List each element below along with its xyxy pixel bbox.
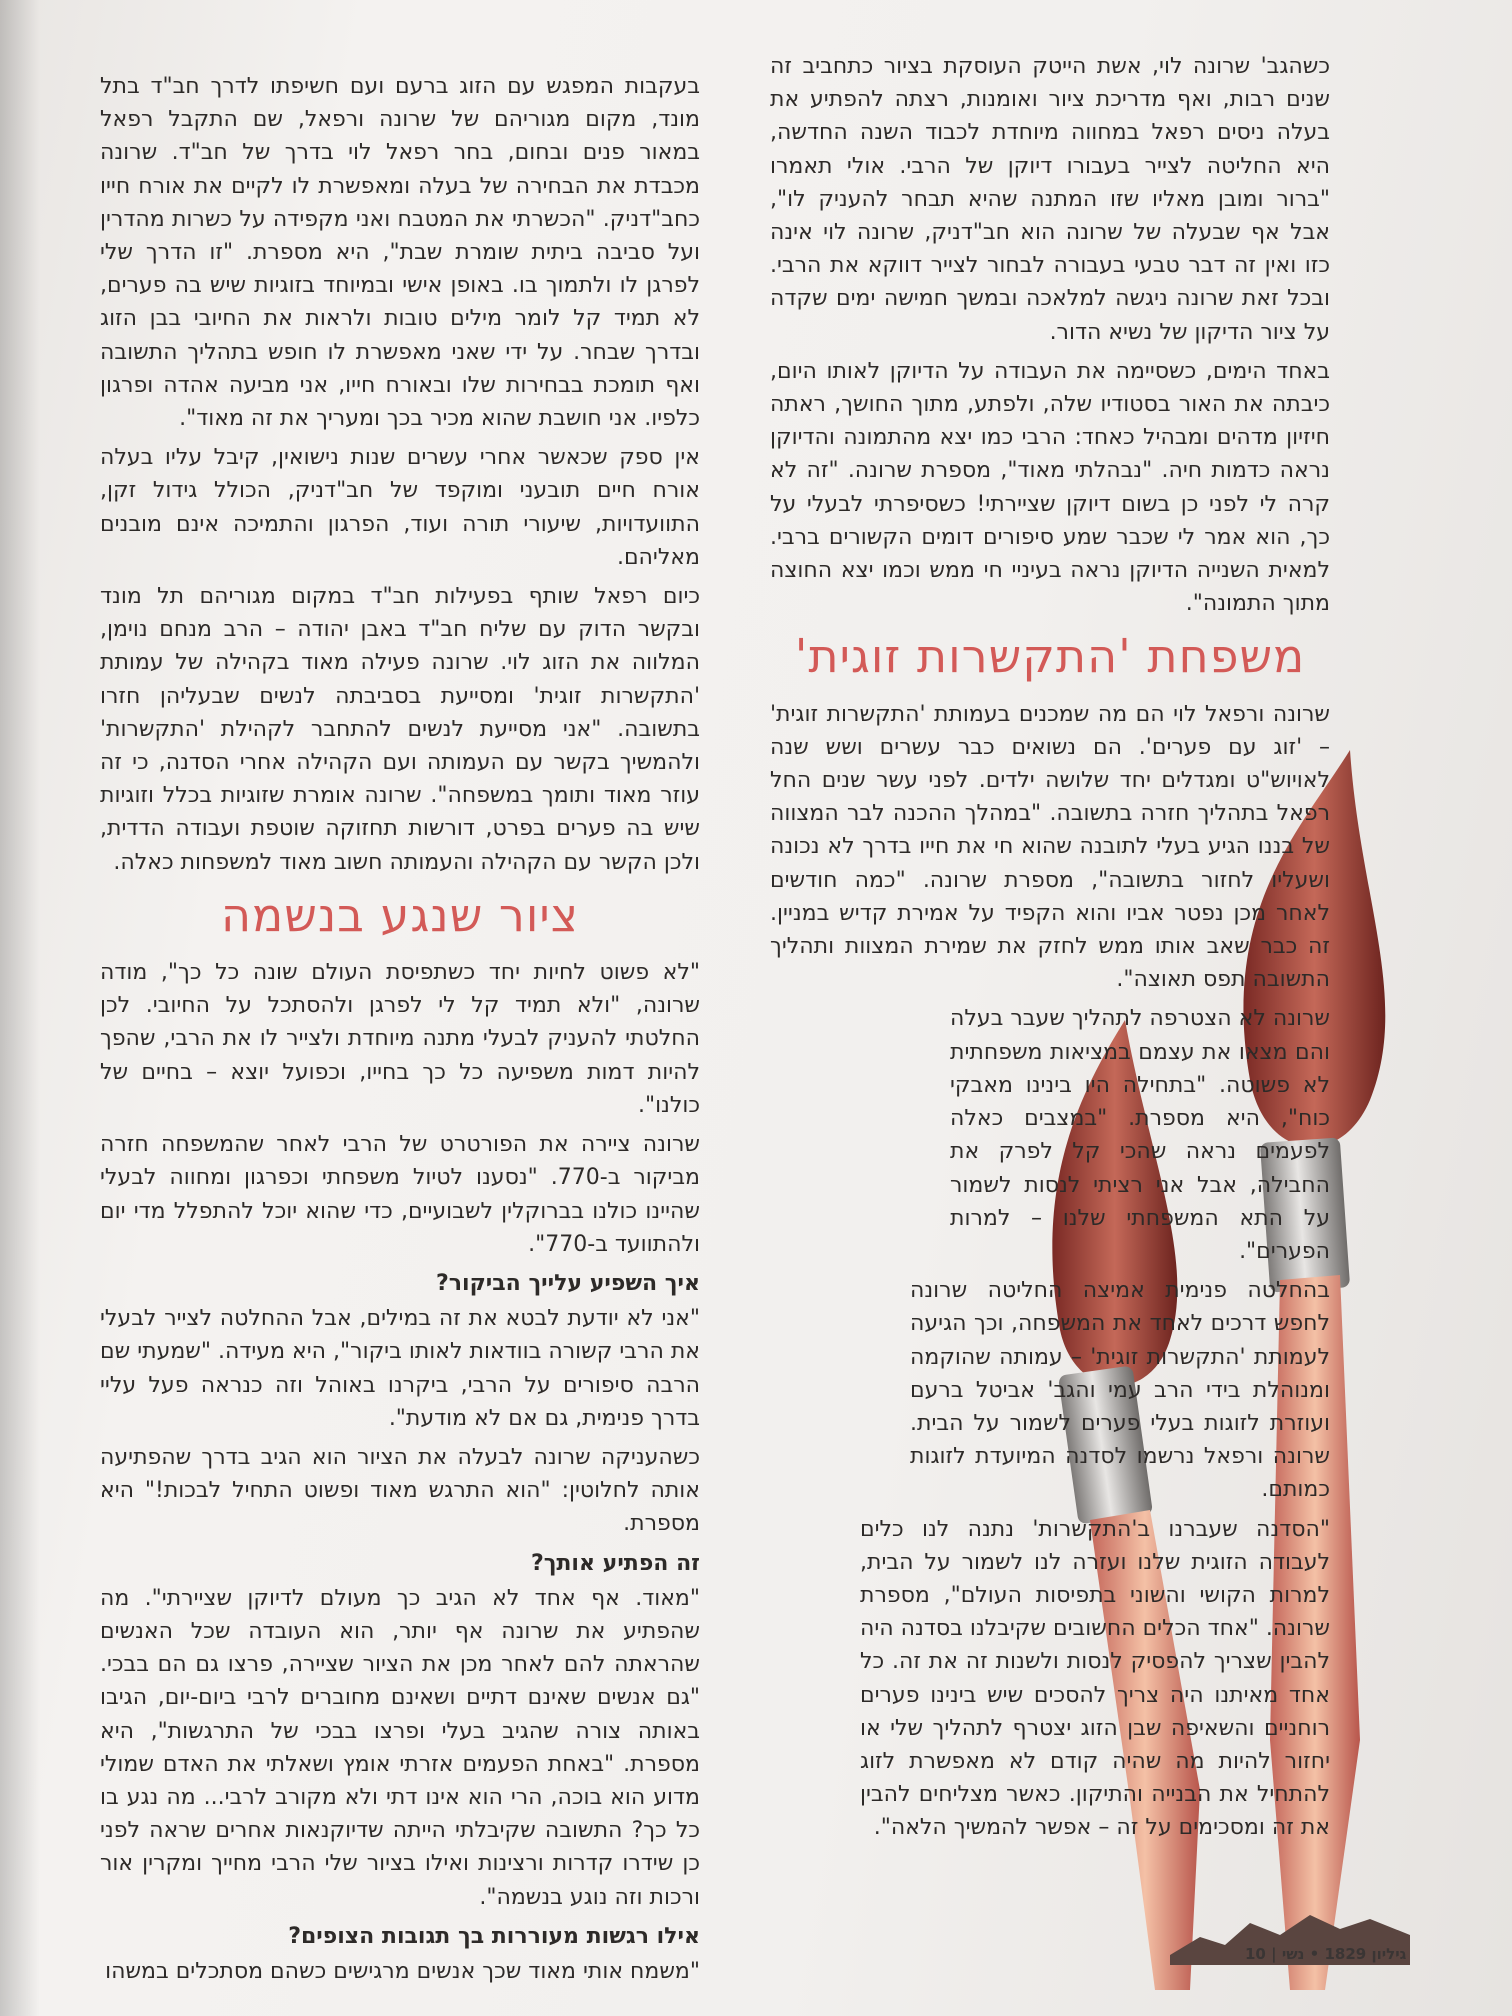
- paragraph: "אני לא יודעת לבטא את זה במילים, אבל ההחלטה לצייר לבעלי את הרבי קשורה בוודאות לאותו ביקור", היא מעידה. "שמעתי שם הרבה סיפורים על הרבי, ביקרנו באוהל וזה כנראה פעל עליי בדרך פנימית, גם אם לא מודעת".: [100, 1306, 700, 1431]
- paragraph: שרונה לא הצטרפה לתהליך שעבר בעלה והם מצאו את עצמם במציאות משפחתית לא פשוטה. "בתחילה היו בינינו מאבקי כוח", היא מספרת. "במצבים כאלה לפעמים נראה שהכי קל לפרק את החבילה, אבל אני רציתי לנסות לשמור על התא המשפחתי שלנו – למרות הפערים".: [949, 1006, 1330, 1264]
- page-number: 10: [1245, 1945, 1266, 1963]
- footer-dot: •: [1309, 1945, 1320, 1963]
- paragraph: בהחלטה פנימית אמיצה החליטה שרונה לחפש דרכים לאחד את המשפחה, וכך הגיעה לעמותת 'התקשרות זוגית' – עמותה שהוקמה ומנוהלת בידי הרב עמי והגב' אביטל ברעם ועוזרת לזוגות בעלי פערים לשמור על הבית. שרונה ורפאל נרשמו לסדנה המיועדת לזוגות כמותם.: [910, 1278, 1330, 1503]
- article-right-column: [770, 50, 1330, 1851]
- paragraph: "הסדנה שעברנו ב'התקשרות' נתנה לנו כלים לעבודה הזוגית שלנו ועזרה לנו לשמור על הבית, למרות הקושי והשוני בתפיסות העולם", מספרת שרונה. "אחד הכלים החשובים שקיבלנו בסדנה היה להבין שצריך להפסיק לנסות ולשנות זה את זה. כל אחד מאיתנו היה צריך להסכים שיש בינינו פערים רוחניים והשאיפה שבן הזוג יצטרף לתהליך שלי או יחזור להיות מה שהיה קודם לא מאפשרת לזוג להתחיל את הבנייה והתיקון. כאשר מצליחים להבין את זה ומסכימים על זה – אפשר להמשיך הלאה".: [860, 1516, 1330, 1841]
- paragraph: בעקבות המפגש עם הזוג ברעם ועם חשיפתו לדרך חב"ד בתל מונד, מקום מגוריהם של שרונה ורפאל, שם התקבל רפאל במאור פנים ובחום, בחר רפאל לוי בדרך של חב"ד. שרונה מכבדת את הבחירה של בעלה ומאפשרת לו לקיים את אורח חייו כחב"דניק. "הכשרתי את המטבח ואני מקפידה על כשרות מהדרין ועל סביבה ביתית שומרת שבת", היא מספרת. "זו הדרך שלי לפרגן לו ולתמוך בו. באופן אישי ובמיוחד בזוגיות שיש בה פערים, לא תמיד קל לומר מילים טובות ולראות את החיובי בבן הזוג ובדרך שבחר. על ידי שאני מאפשרת לו חופש בתהליך התשובה ואף תומכת בבחירות שלו ובאורח חייו, אני מביעה אהדה ופרגון כלפיו. אני חושבת שהוא מכיר בכך ומעריך את זה מאוד".: [100, 74, 700, 432]
- magazine-name: נשי: [1281, 1945, 1305, 1963]
- paragraph: "מאוד. אף אחד לא הגיב כך מעולם לדיוקן שציירתי". מה שהפתיע את שרונה אף יותר, הוא העובדה שכל האנשים שהראתה להם לאחר מכן את הציור שציירה, פרצו גם הם בבכי. "גם אנשים שאינם דתיים ושאינם מחוברים לרבי ביום-יום, הגיבו באותה צורה שהגיב בעלי ופרצו בבכי של התרגשות", היא מספרת. "באחת הפעמים אזרתי אומץ ושאלתי את האדם שמולי מדוע הוא בוכה, הרי הוא אינו דתי ולא מקורב לרבי... מה נגע בו כל כך? התשובה שקיבלתי הייתה שדיוקנאות אחרים שראה לפני כן שידרו קדרות ורצינות ואילו בציור שלי הרבי מחייך ומקרין אור ורכות וזה נוגע בנשמה".: [100, 1585, 700, 1910]
- paragraph: "משמח אותי מאוד שכך אנשים מרגישים כשהם מסתכלים במשהו: [105, 1958, 700, 1984]
- issue-number: גיליון 1829: [1324, 1945, 1407, 1963]
- interview-question: אילו רגשות מעוררות בך תגובות הצופים?: [288, 1923, 700, 1949]
- article-left-column: [100, 70, 700, 1994]
- page-footer: [1245, 1945, 1406, 1963]
- footer-separator: |: [1271, 1945, 1277, 1963]
- paragraph: באחד הימים, כשסיימה את העבודה על הדיוקן לאותו היום, כיבתה את האור בסטודיו שלה, ולפתע, מתוך החושך, ראתה חיזיון מדהים ומבהיל כאחד: הרבי כמו יצא מהתמונה והדיוקן נראה כדמות חיה. "נבהלתי מאוד", מספרת שרונה. "זה לא קרה לי לפני כן בשום דיוקן שציירתי! כשסיפרתי לבעלי על כך, הוא אמר לי שכבר שמע סיפורים דומים הקשורים ברבי. למאית השנייה הדיוקן נראה בעיניי חי ממש וכמו יצא החוצה מתוך התמונה".: [770, 358, 1330, 617]
- paragraph: כשהגב' שרונה לוי, אשת הייטק העוסקת בציור כתחביב זה שנים רבות, ואף מדריכת ציור ואומנות, רצתה להפתיע את בעלה ניסים רפאל במחווה מיוחדת לכבוד השנה החדשה, היא החליטה לצייר בעבורו דיוקן של הרבי. אולי תאמרו "ברור ומובן מאליו שזו המתנה שהיא תבחר להעניק לו", אבל אף שבעלה של שרונה הוא חב"דניק, שרונה לוי אינה כזו ואין זה דבר טבעי בעבורה לבחור לצייר דווקא את הרבי. ובכל זאת שרונה ניגשה למלאכה ובמשך חמישה ימים שקדה על ציור הדיקון של נשיא הדור.: [770, 54, 1330, 345]
- page-gutter-shadow: [0, 0, 40, 2016]
- section-heading-family: משפחת 'התקשרות זוגית': [794, 629, 1306, 684]
- paragraph: אין ספק שכאשר אחרי עשרים שנות נישואין, קיבל עליו בעלה אורח חיים תובעני ומוקפד של חב"דניק, הכולל גידול זקן, התוועדויות, שיעורי תורה ועוד, הפרגון והתמיכה אינם מובנים מאליהם.: [100, 445, 700, 570]
- paragraph: כיום רפאל שותף בפעילות חב"ד במקום מגוריהם תל מונד ובקשר הדוק עם שליח חב"ד באבן יהודה – הרב מנחם נוימן, המלווה את הזוג לוי. שרונה פעילה מאוד בקהילה של עמותת 'התקשרות זוגית' ומסייעת בסביבתה לנשים שבעליהן חזרו בתשובה. "אני מסייעת לנשים להתחבר לקהילת 'התקשרות' ולהמשיך בקשר עם העמותה ועם הקהילה אחרי הסדנה, כי זה עוזר מאוד ותומך במשפחה". שרונה אומרת שזוגיות בכלל וזוגיות שיש בה פערים בפרט, דורשות תחזוקה שוטפת ועבודה הדדית, ולכן הקשר עם הקהילה והעמותה חשוב מאוד למשפחות כאלה.: [100, 584, 700, 875]
- paragraph: "לא פשוט לחיות יחד כשתפיסת העולם שונה כל כך", מודה שרונה, "ולא תמיד קל לי לפרגן ולהסתכל על החיובי. לכן החלטתי להעניק לבעלי מתנה מיוחדת ולצייר לו את הרבי, שהפך להיות דמות משפיעה כל כך בחייו, וכפועל יוצא – בחיים של כולנו".: [100, 960, 700, 1118]
- interview-question: זה הפתיע אותך?: [530, 1550, 700, 1576]
- paragraph: כשהעניקה שרונה לבעלה את הציור הוא הגיב בדרך שהפתיעה אותה לחלוטין: "הוא התרגש מאוד ופשוט התחיל לבכות!" היא מספרת.: [100, 1444, 700, 1537]
- interview-question: איך השפיע עלייך הביקור?: [436, 1270, 700, 1296]
- section-heading-painting: ציור שנגע בנשמה: [221, 887, 579, 942]
- paragraph: שרונה ורפאל לוי הם מה שמכנים בעמותת 'התקשרות זוגית' – 'זוג עם פערים'. הם נשואים כבר עשרים ושש שנה לאויוש"ט ומגדלים יחד שלושה ילדים. לפני עשר שנים החל רפאל בתהליך חזרה בתשובה. "במהלך ההכנה לבר המצווה של בננו הגיע בעלי לתובנה שהוא חי את חייו בדרך לא נכונה ושעליו לחזור בתשובה", מספרת שרונה. "כמה חודשים לאחר מכן נפטר אביו והוא הקפיד על אמירת קדיש במניין. זה כבר שאב אותו ממש לחזק את שמירת המצוות ותהליך התשובה תפס תאוצה".: [770, 701, 1330, 993]
- paragraph: שרונה ציירה את הפורטרט של הרבי לאחר שהמשפחה חזרה מביקור ב-770. "נסענו לטיול משפחתי וכפרגון ומחווה לבעלי שהיינו כולנו בברוקלין לשבועיים, כדי שהוא יוכל להתפלל מדי יום ולהתוועד ב-770".: [100, 1132, 700, 1257]
